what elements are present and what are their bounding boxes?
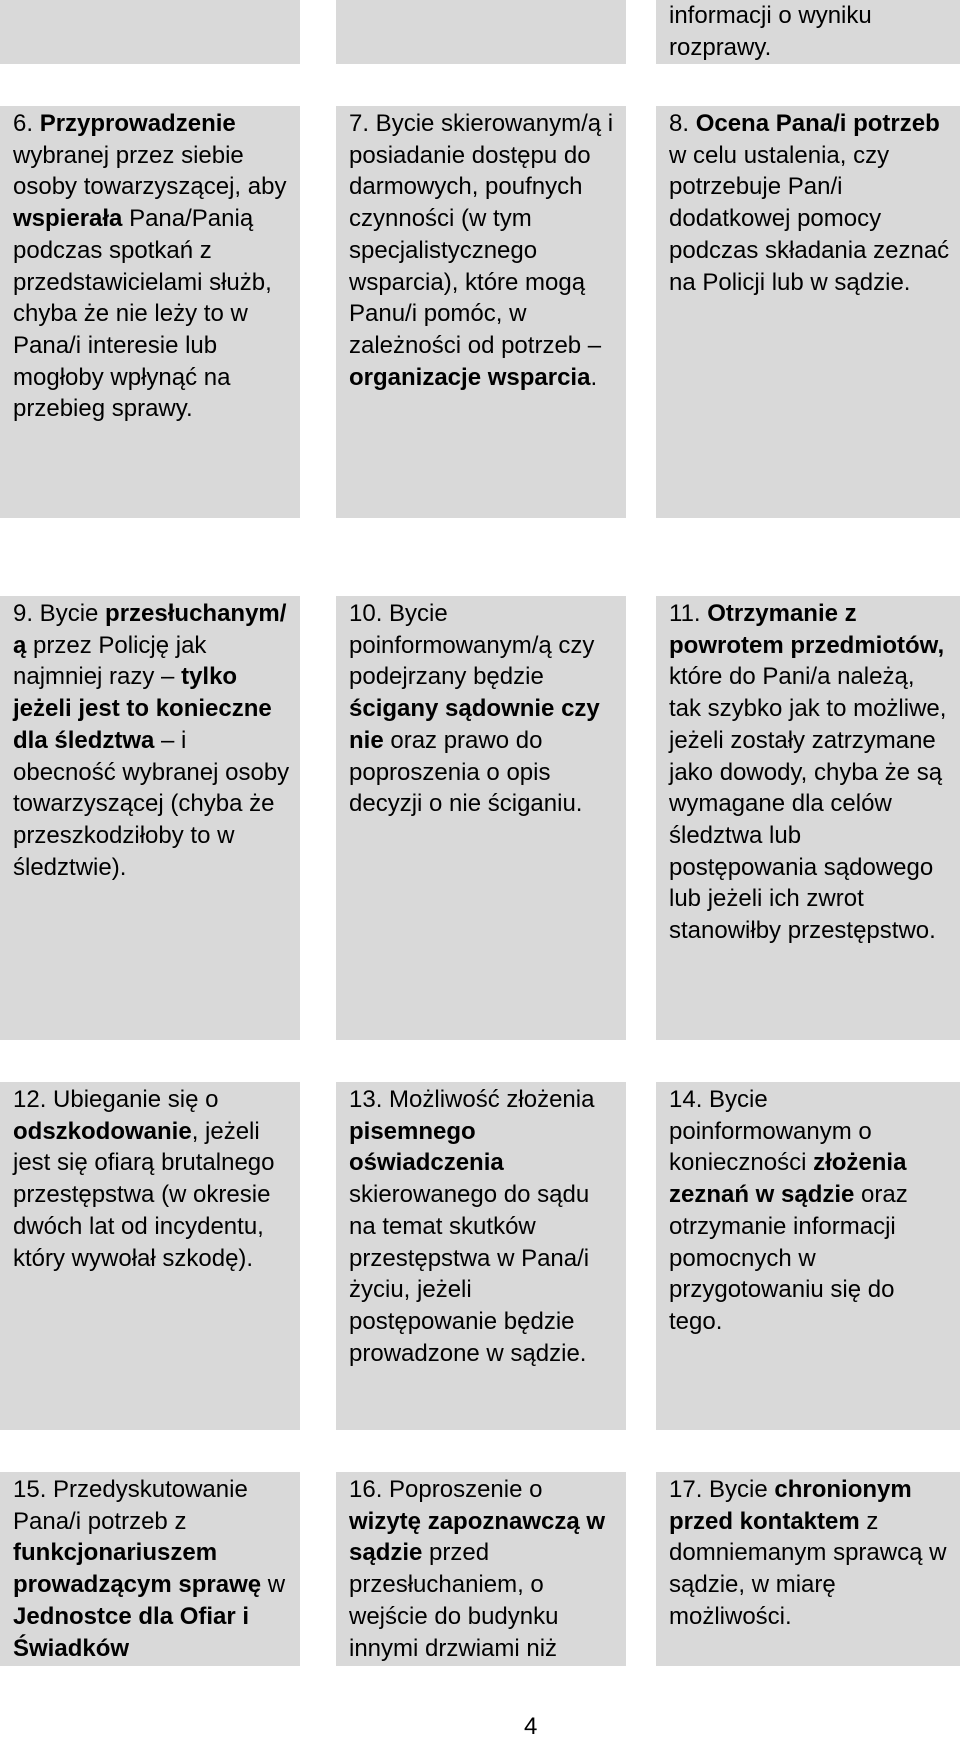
item-text-run: organizacje wsparcia bbox=[349, 363, 591, 391]
item-text-run: 7. Bycie skierowanym/ą i posiadanie dostępu do darmowych, poufnych czynności (w tym specjalistycznego wsparcia), które mogą Panu/i pomóc, w zależności od potrzeb – bbox=[349, 110, 614, 359]
item-text-run: 11. bbox=[669, 600, 708, 627]
item-text-run: które do Pani/a należą, tak szybko jak to możliwe, jeżeli zostały zatrzymane jako dowody, chyba że są wymagane dla celów śledztwa lub postępowania sądowego lub jeżeli ich zwrot stanowiłby przestępstwo. bbox=[669, 663, 947, 945]
item-text-run: skierowanego do sądu na temat skutków przestępstwa w Pana/i życiu, jeżeli postępowanie będzie prowadzone w sądzie. bbox=[349, 1181, 590, 1367]
right-item-15 bbox=[0, 1472, 300, 1666]
item-text-run: 13. Możliwość złożenia bbox=[349, 1086, 595, 1113]
right-item-11 bbox=[656, 596, 960, 1040]
item-text-run: przez Policję jak najmniej razy – bbox=[13, 631, 207, 691]
item-text-run: w bbox=[261, 1571, 286, 1599]
top-box-3-text: informacji o wyniku rozprawy. bbox=[669, 2, 872, 61]
right-item-12 bbox=[0, 1082, 300, 1430]
right-item-13 bbox=[336, 1082, 626, 1430]
item-text-run: Pana/Panią podczas spotkań z przedstawicielami służb, chyba że nie leży to w Pana/i interesie lub mogłoby wpłynąć na przebieg sprawy. bbox=[13, 205, 272, 423]
item-text-run: 10. Bycie poinformowanym/ą czy podejrzany będzie bbox=[349, 600, 595, 691]
item-text-run: 8. bbox=[669, 110, 696, 137]
item-text-run: oraz prawo do poproszenia o opis decyzji o nie ściganiu. bbox=[349, 726, 583, 818]
item-text-run: 17. Bycie bbox=[669, 1476, 775, 1503]
item-text-run: wizytę zapoznawczą w sądzie bbox=[349, 1507, 606, 1567]
item-text-run: Przyprowadzenie bbox=[39, 110, 236, 137]
item-text-run: oraz otrzymanie informacji pomocnych w przygotowaniu się do tego. bbox=[669, 1181, 908, 1335]
right-item-9 bbox=[0, 596, 300, 1040]
item-text-run: odszkodowanie bbox=[13, 1117, 192, 1145]
top-box-1 bbox=[0, 0, 300, 64]
item-text-run: pisemnego oświadczenia bbox=[349, 1117, 504, 1177]
item-text-run: funkcjonariuszem prowadzącym sprawę bbox=[13, 1539, 262, 1599]
item-text-run: Ocena Pana/i potrzeb bbox=[695, 110, 940, 137]
item-text-run: przesłuchanym/ą bbox=[13, 600, 287, 659]
item-text-run: Otrzymanie z powrotem przedmiotów, bbox=[669, 600, 945, 659]
right-item-14 bbox=[656, 1082, 960, 1430]
item-text-run: 15. Przedyskutowanie Pana/i potrzeb z bbox=[13, 1476, 248, 1535]
top-box-3 bbox=[656, 0, 960, 64]
item-text-run: – i obecność wybranej osoby towarzyszącej (chyba że przeszkodziłoby to w śledztwie). bbox=[13, 726, 290, 881]
item-text-run: przed przesłuchaniem, o wejście do budynku innymi drzwiami niż bbox=[349, 1539, 559, 1662]
right-item-17 bbox=[656, 1472, 960, 1666]
item-text-run: 14. Bycie poinformowanym o konieczności bbox=[669, 1086, 872, 1177]
right-item-6 bbox=[0, 106, 300, 518]
item-text-run: w celu ustalenia, czy potrzebuje Pan/i dodatkowej pomocy podczas składania zeznać na Policji lub w sądzie. bbox=[669, 141, 950, 296]
item-text-run: 16. Poproszenie o bbox=[349, 1476, 543, 1503]
item-text-run: wybranej przez siebie osoby towarzyszącej, aby bbox=[13, 141, 287, 201]
item-text-run: złożenia zeznań w sądzie bbox=[669, 1149, 907, 1209]
right-item-10 bbox=[336, 596, 626, 1040]
item-text-run: z domniemanym sprawcą w sądzie, w miarę możliwości. bbox=[669, 1507, 947, 1630]
top-box-2 bbox=[336, 0, 626, 64]
item-text-run: 6. bbox=[13, 110, 40, 137]
item-text-run: Jednostce dla Ofiar i Świadków bbox=[13, 1602, 250, 1662]
item-text-run: 12. Ubieganie się o bbox=[13, 1086, 219, 1113]
right-item-7 bbox=[336, 106, 626, 518]
item-text-run: wspierała bbox=[13, 205, 123, 233]
page-number: 4 bbox=[524, 1713, 538, 1740]
item-text-run: 9. Bycie bbox=[13, 600, 106, 627]
item-text-run: , jeżeli jest się ofiarą brutalnego przestępstwa (w okresie dwóch lat od incydentu, który wywołał szkodę). bbox=[13, 1117, 275, 1272]
item-text-run: tylko jeżeli jest to konieczne dla śledztwa bbox=[13, 663, 272, 754]
right-item-8 bbox=[656, 106, 960, 518]
item-text-run: . bbox=[590, 363, 598, 391]
item-text-run: chronionym przed kontaktem bbox=[669, 1476, 912, 1535]
right-item-16 bbox=[336, 1472, 626, 1666]
item-text-run: ścigany sądownie czy nie bbox=[349, 695, 600, 754]
